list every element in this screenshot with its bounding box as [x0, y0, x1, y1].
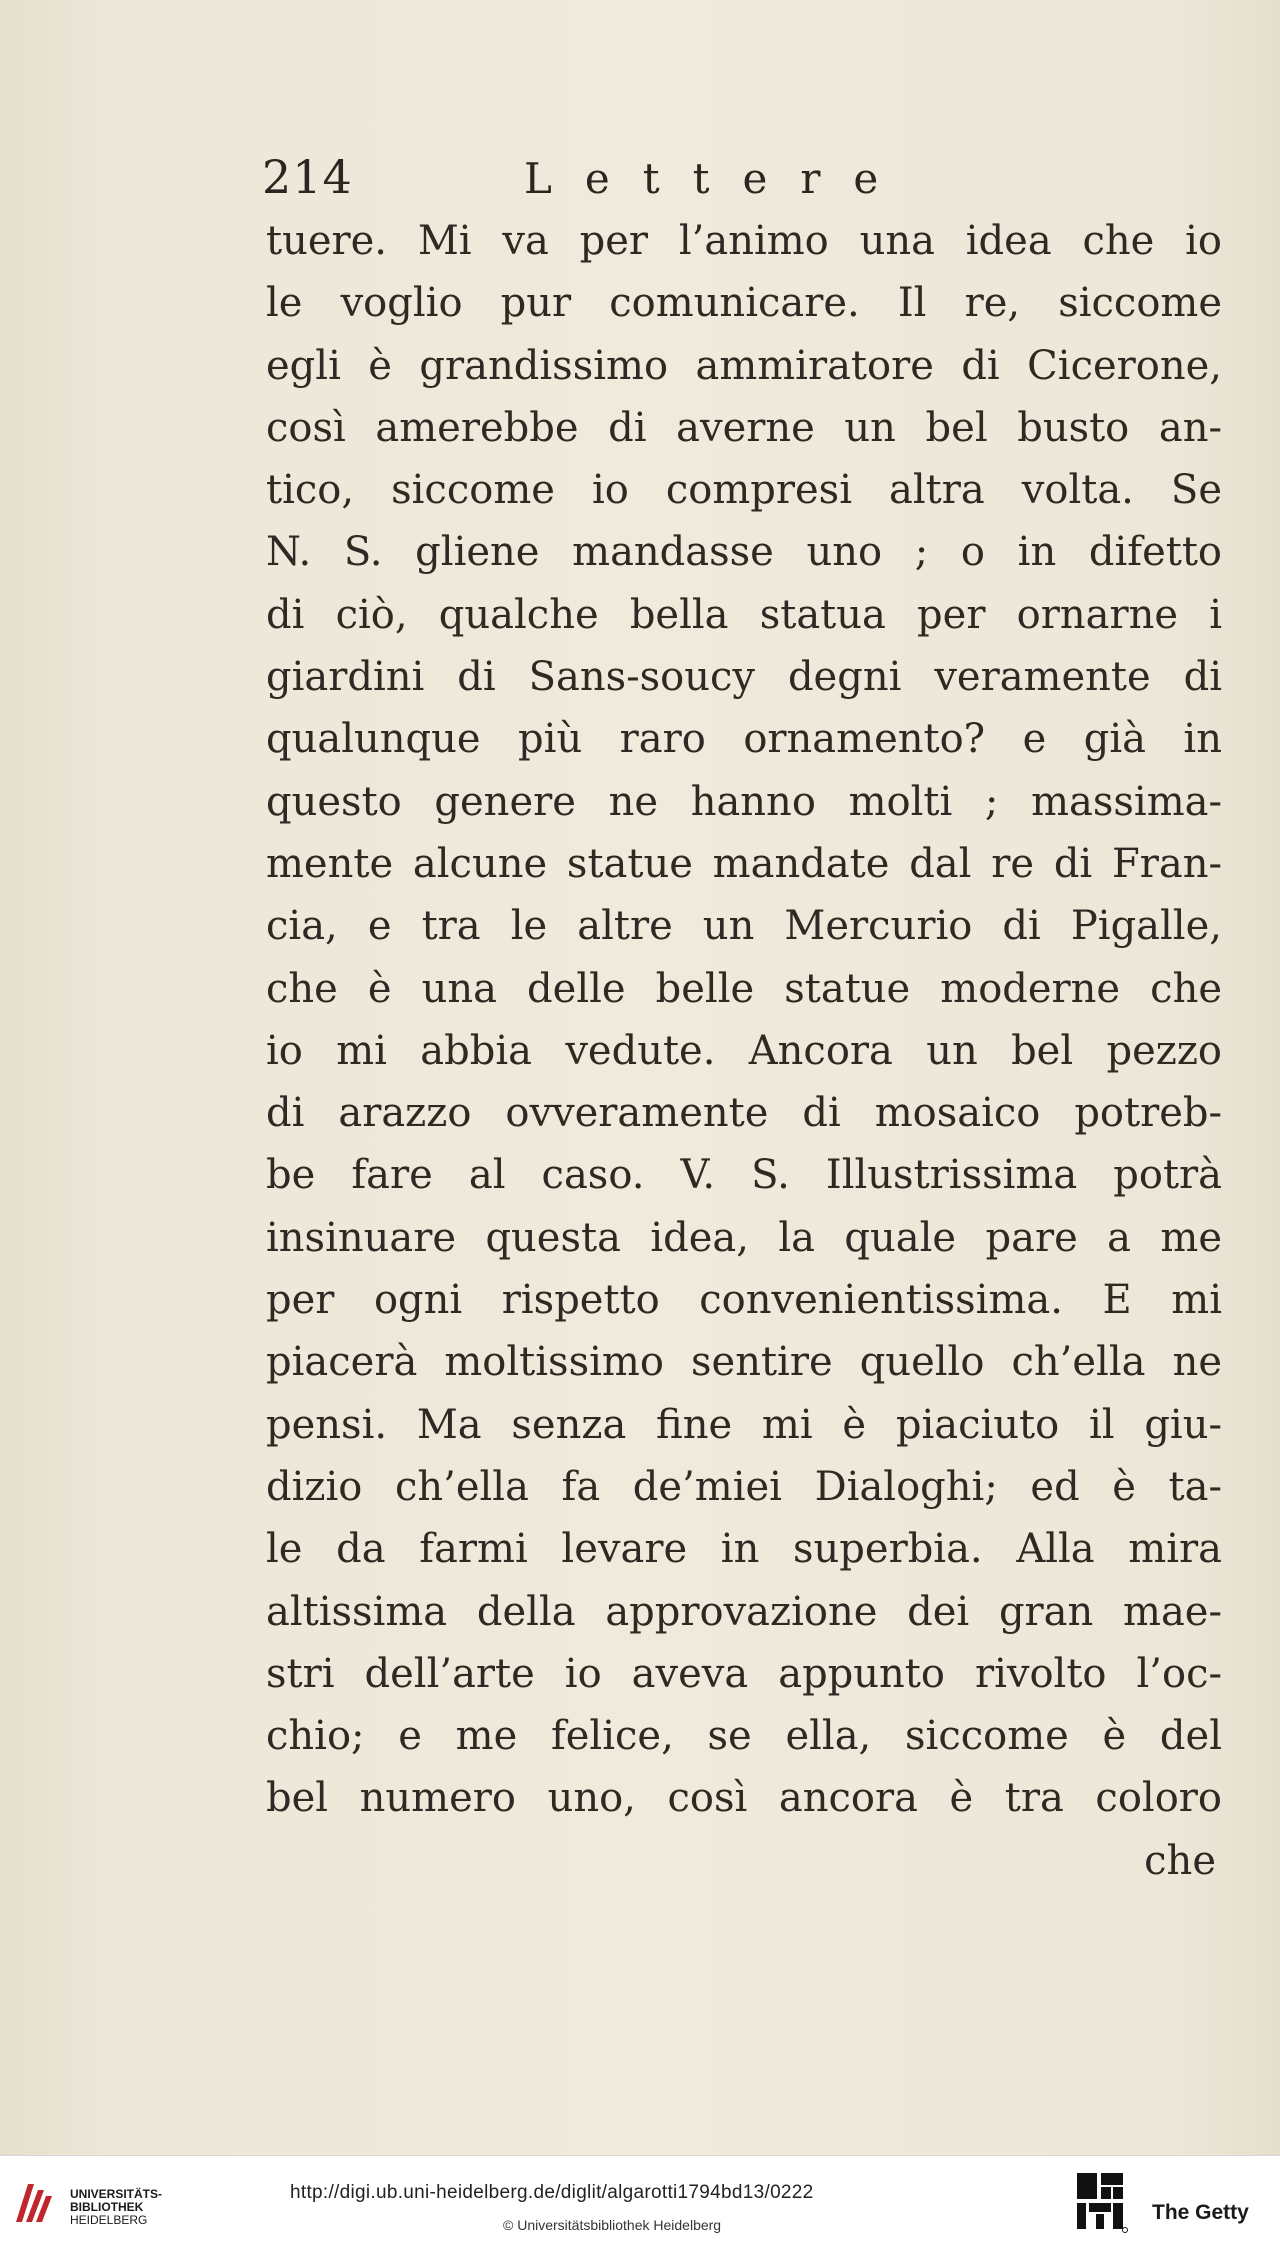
body-text — [266, 210, 1222, 1892]
text-line: stri dell’arte io aveva appunto rivolto l’oc- — [266, 1650, 1222, 1697]
permalink-url[interactable]: http://digi.ub.uni-heidelberg.de/diglit/algarotti1794bd13/0222 — [290, 2182, 814, 2203]
text-line: insinuare questa idea, la quale pare a me — [266, 1214, 1222, 1261]
university-library-logo[interactable] — [12, 2170, 172, 2236]
text-line: cia, e tra le altre un Mercurio di Pigalle, — [266, 903, 1222, 950]
text-line: N. S. gliene mandasse uno ; o in difetto — [266, 529, 1222, 576]
library-line: UNIVERSITÄTS- — [70, 2187, 163, 2201]
library-line: BIBLIOTHEK — [70, 2200, 144, 2214]
text-line: io mi abbia vedute. Ancora un bel pezzo — [266, 1027, 1222, 1074]
text-line: pensi. Ma senza fine mi è piaciuto il giu- — [266, 1401, 1222, 1448]
page-number: 214 — [262, 150, 353, 204]
copyright-notice: © Universitätsbibliothek Heidelberg — [503, 2217, 722, 2233]
library-name — [70, 2188, 162, 2227]
text-line: tico, siccome io compresi altra volta. Se — [266, 467, 1222, 514]
text-line: dizio ch’ella fa de’miei Dialoghi; ed è ta- — [266, 1463, 1222, 1510]
viewer-footer — [0, 2155, 1280, 2249]
text-line: le voglio pur comunicare. Il re, siccome — [266, 280, 1222, 327]
text-line: piacerà moltissimo sentire quello ch’ella ne — [266, 1339, 1222, 1386]
ub-heidelberg-icon — [12, 2178, 58, 2228]
text-line: qualunque più raro ornamento? e già in — [266, 716, 1222, 763]
text-line: altissima della approvazione dei gran mae- — [266, 1588, 1222, 1635]
library-line: HEIDELBERG — [70, 2213, 148, 2227]
text-line: che è una delle belle statue moderne che — [266, 965, 1222, 1012]
partner-name: The Getty — [1152, 2201, 1249, 2224]
text-line: così amerebbe di averne un bel busto an- — [266, 404, 1222, 451]
running-head-title: Lettere — [524, 154, 912, 203]
getty-logo-icon[interactable] — [1075, 2169, 1131, 2235]
text-line: le da farmi levare in superbia. Alla mira — [266, 1526, 1222, 1573]
text-line: bel numero uno, così ancora è tra coloro — [266, 1775, 1222, 1822]
text-line: chio; e me felice, se ella, siccome è del — [266, 1713, 1222, 1760]
text-line: di arazzo ovveramente di mosaico potreb- — [266, 1090, 1222, 1137]
text-line: per ogni rispetto convenientissima. E mi — [266, 1277, 1222, 1324]
text-line: be fare al caso. V. S. Illustrissima potrà — [266, 1152, 1222, 1199]
text-line: di ciò, qualche bella statua per ornarne i — [266, 591, 1222, 638]
catchword: che — [1144, 1837, 1216, 1884]
text-line: giardini di Sans-soucy degni veramente di — [266, 654, 1222, 701]
text-line: mente alcune statue mandate dal re di Fran- — [266, 840, 1222, 887]
text-line: egli è grandissimo ammiratore di Cicerone, — [266, 342, 1222, 389]
text-line: questo genere ne hanno molti ; massima- — [266, 778, 1222, 825]
text-line: tuere. Mi va per l’animo una idea che io — [266, 218, 1222, 264]
